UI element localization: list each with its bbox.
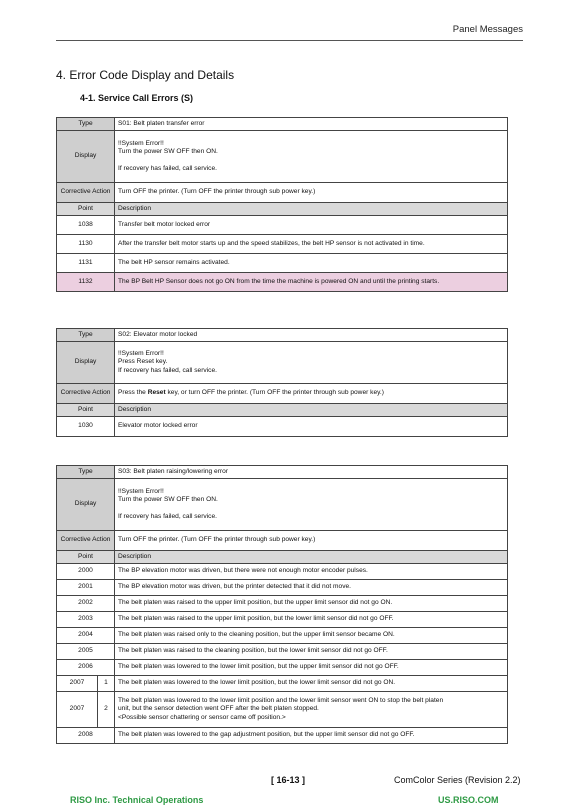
series-revision: ComColor Series (Revision 2.2) xyxy=(394,775,521,785)
point-description: The belt platen was lowered to the lower limit position, but the lower limit sensor did not go ON. xyxy=(115,676,508,692)
table-row xyxy=(57,596,508,612)
display-line: Turn the power SW OFF then ON. xyxy=(118,148,218,156)
point-description: The belt platen was raised only to the cleaning position, but the upper limit sensor became ON. xyxy=(115,628,508,644)
display-line: !!System Error!! xyxy=(118,487,164,495)
error-table-s03 xyxy=(56,465,508,744)
table-row xyxy=(57,580,508,596)
point-description: After the transfer belt motor starts up and the speed stabilizes, the belt HP sensor is not activated in time. xyxy=(115,235,508,254)
point-code: 1030 xyxy=(57,417,115,437)
description-line: <Possible sensor chattering or sensor came off position.> xyxy=(118,713,286,721)
corrective-action: Turn OFF the printer. (Turn OFF the printer through sub power key.) xyxy=(115,183,508,203)
display-line: !!System Error!! xyxy=(118,349,164,357)
display-gap xyxy=(118,505,507,513)
description-label: Description xyxy=(115,404,508,417)
table-row-highlighted xyxy=(57,273,508,292)
point-subcode: 2 xyxy=(98,692,115,728)
error-table-s02 xyxy=(56,328,508,437)
corrective-text: Press the xyxy=(118,389,148,397)
display-label: Display xyxy=(57,131,115,183)
table-row xyxy=(57,235,508,254)
table-row xyxy=(57,612,508,628)
point-code: 1132 xyxy=(57,273,115,292)
display-line: !!System Error!! xyxy=(118,139,164,147)
corrective-label: Corrective Action xyxy=(57,384,115,404)
point-description: The BP elevation motor was driven, but there were not enough motor encoder pulses. xyxy=(115,564,508,580)
point-code: 2003 xyxy=(57,612,115,628)
header-rule xyxy=(56,40,523,41)
table-row xyxy=(57,692,508,728)
point-description: The belt HP sensor remains activated. xyxy=(115,254,508,273)
table-row xyxy=(57,676,508,692)
point-code: 2007 xyxy=(57,692,98,728)
error-table-s01 xyxy=(56,117,508,292)
point-label: Point xyxy=(57,551,115,564)
point-code: 2002 xyxy=(57,596,115,612)
table-row xyxy=(57,216,508,235)
description-label: Description xyxy=(115,203,508,216)
point-subcode: 1 xyxy=(98,676,115,692)
error-type: S02: Elevator motor locked xyxy=(115,329,508,342)
section-title: 4. Error Code Display and Details xyxy=(56,68,235,82)
point-code: 2001 xyxy=(57,580,115,596)
corrective-label: Corrective Action xyxy=(57,183,115,203)
point-label: Point xyxy=(57,203,115,216)
page-number: [ 16-13 ] xyxy=(271,775,306,785)
description-label: Description xyxy=(115,551,508,564)
point-code: 2007 xyxy=(57,676,98,692)
point-code: 1131 xyxy=(57,254,115,273)
table-row xyxy=(57,660,508,676)
point-code: 2004 xyxy=(57,628,115,644)
display-message xyxy=(115,479,508,531)
point-code: 1130 xyxy=(57,235,115,254)
footer-website: US.RISO.COM xyxy=(438,795,499,805)
display-line: If recovery has failed, call service. xyxy=(118,366,217,374)
point-code: 2008 xyxy=(57,728,115,744)
point-description: The belt platen was raised to the upper limit position, but the lower limit sensor did not go OFF. xyxy=(115,612,508,628)
corrective-action: Turn OFF the printer. (Turn OFF the printer through sub power key.) xyxy=(115,531,508,551)
display-message xyxy=(115,342,508,384)
display-line: If recovery has failed, call service. xyxy=(118,512,217,520)
description-line: The belt platen was lowered to the lower limit position and the lower limit sensor went ON to stop the belt platen xyxy=(118,696,444,704)
footer-company: RISO Inc. Technical Operations xyxy=(70,795,204,805)
type-label: Type xyxy=(57,329,115,342)
table-row xyxy=(57,728,508,744)
subsection-title: 4-1. Service Call Errors (S) xyxy=(80,93,194,103)
display-line: Turn the power SW OFF then ON. xyxy=(118,496,218,504)
display-label: Display xyxy=(57,479,115,531)
point-code: 2005 xyxy=(57,644,115,660)
description-line: unit, but the sensor detection went OFF after the belt platen stopped. xyxy=(118,705,319,713)
error-type: S01: Belt platen transfer error xyxy=(115,118,508,131)
table-row xyxy=(57,417,508,437)
running-header: Panel Messages xyxy=(452,24,523,35)
table-row xyxy=(57,254,508,273)
display-line: Press Reset key. xyxy=(118,358,168,366)
table-row xyxy=(57,628,508,644)
point-description xyxy=(115,692,508,728)
corrective-text: key, or turn OFF the printer. (Turn OFF the printer through sub power key.) xyxy=(165,389,384,397)
point-description: Elevator motor locked error xyxy=(115,417,508,437)
type-label: Type xyxy=(57,118,115,131)
table-row xyxy=(57,564,508,580)
point-label: Point xyxy=(57,404,115,417)
reset-key-label: Reset xyxy=(147,389,166,397)
point-description: The BP elevation motor was driven, but the printer detected that it did not move. xyxy=(115,580,508,596)
point-description: The belt platen was raised to the cleaning position, but the lower limit sensor did not go OFF. xyxy=(115,644,508,660)
point-description: The BP Belt HP Sensor does not go ON from the time the machine is powered ON and until the printing starts. xyxy=(115,273,508,292)
point-code: 2006 xyxy=(57,660,115,676)
display-gap xyxy=(118,157,507,165)
point-description: The belt platen was lowered to the lower limit position, but the upper limit sensor did not go OFF. xyxy=(115,660,508,676)
point-code: 1038 xyxy=(57,216,115,235)
error-type: S03: Belt platen raising/lowering error xyxy=(115,466,508,479)
table-row xyxy=(57,644,508,660)
corrective-label: Corrective Action xyxy=(57,531,115,551)
display-message xyxy=(115,131,508,183)
point-code: 2000 xyxy=(57,564,115,580)
type-label: Type xyxy=(57,466,115,479)
point-description: The belt platen was raised to the upper limit position, but the upper limit sensor did not go ON. xyxy=(115,596,508,612)
display-line: If recovery has failed, call service. xyxy=(118,164,217,172)
point-description: Transfer belt motor locked error xyxy=(115,216,508,235)
corrective-action xyxy=(115,384,508,404)
point-description: The belt platen was lowered to the gap adjustment position, but the upper limit sensor did not go OFF. xyxy=(115,728,508,744)
display-label: Display xyxy=(57,342,115,384)
